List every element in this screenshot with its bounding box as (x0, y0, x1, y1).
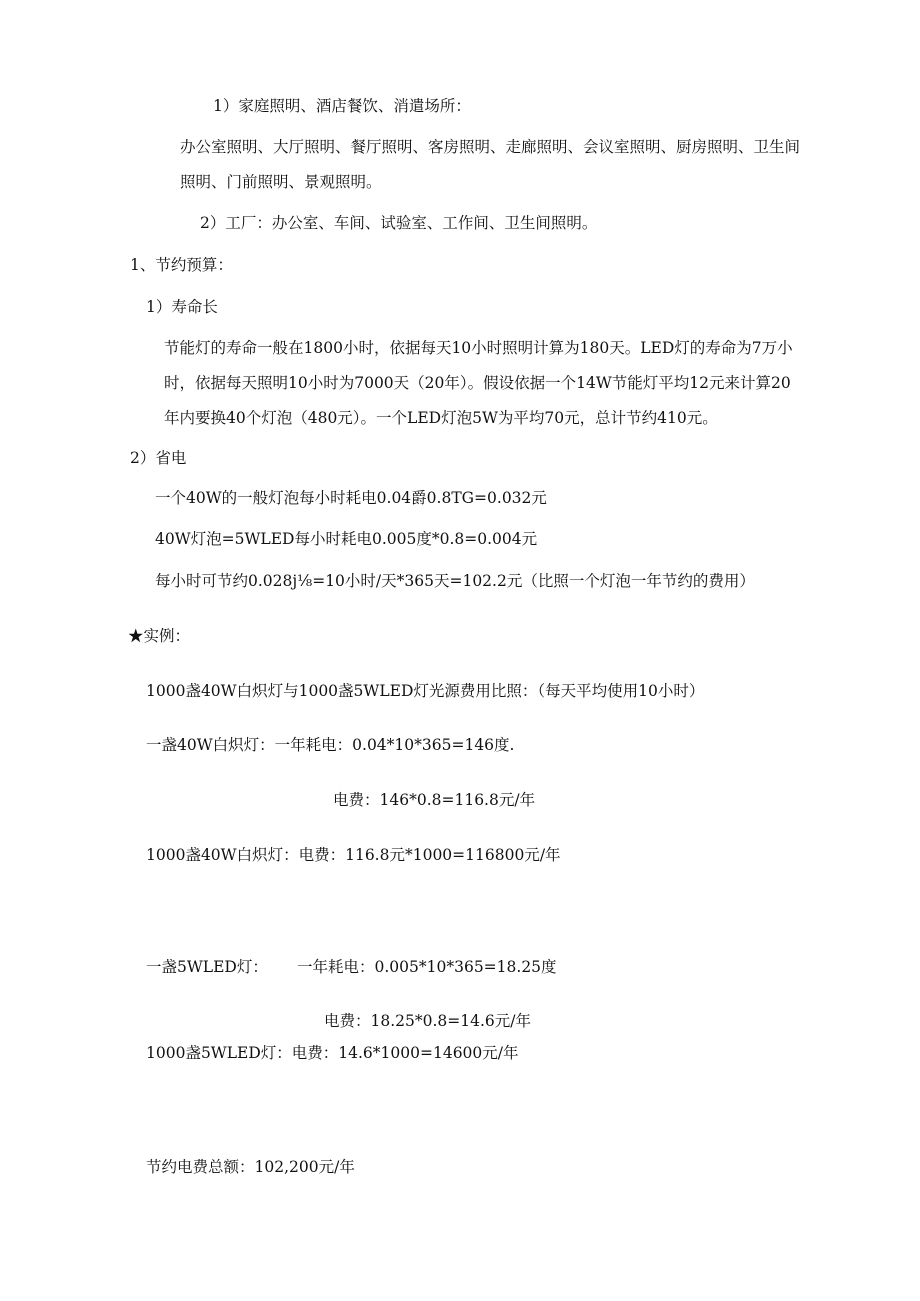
doc-line-17: 电费：146*0.8=116.8元/年 (333, 791, 536, 809)
doc-line-22: 节约电费总额：102,200元/年 (146, 1158, 355, 1176)
doc-line-10: 2）省电 (130, 449, 187, 467)
doc-line-8: 时，依据每天照明10小时为7000天（20年）。假设依据一个14W节能灯平均12元来计算20 (164, 374, 791, 392)
doc-line-16: 一盏40W白炽灯：一年耗电：0.04*10*365=146度. (146, 736, 515, 754)
doc-line-4: 2）工厂：办公室、车间、试验室、工作间、卫生间照明。 (200, 214, 598, 232)
doc-line-20: 电费：18.25*0.8=14.6元/年 (324, 1012, 531, 1030)
doc-line-2: 办公室照明、大厅照明、餐厅照明、客房照明、走廊照明、会议室照明、厨房照明、卫生间 (180, 138, 801, 156)
doc-line-15: 1000盏40W白炽灯与1000盏5WLED灯光源费用比照：（每天平均使用10小时） (146, 682, 705, 700)
doc-line-12: 40W灯泡=5WLED每小时耗电0.005度*0.8=0.004元 (155, 530, 538, 548)
doc-line-11: 一个40W的一般灯泡每小时耗电0.04爵0.8TG=0.032元 (155, 489, 547, 507)
doc-line-3: 照明、门前照明、景观照明。 (180, 173, 382, 191)
doc-line-5: 1、节约预算： (130, 256, 233, 274)
doc-line-6: 1）寿命长 (146, 298, 218, 316)
doc-line-13: 每小时可节约0.028j⅛=10小时/天*365天=102.2元（比照一个灯泡一年节约的费用） (155, 572, 755, 590)
doc-line-19a: 一盏5WLED灯： (146, 958, 268, 976)
doc-line-19b: 一年耗电：0.005*10*365=18.25度 (297, 958, 557, 976)
doc-line-7: 节能灯的寿命一般在1800小时，依据每天10小时照明计算为180天。LED灯的寿命为7万小 (164, 339, 793, 357)
doc-line-18: 1000盏40W白炽灯：电费：116.8元*1000=116800元/年 (146, 846, 561, 864)
doc-line-14: ★实例： (128, 627, 191, 645)
doc-line-9: 年内要换40个灯泡（480元）。一个LED灯泡5W为平均70元，总计节约410元。 (164, 409, 718, 427)
doc-line-21: 1000盏5WLED灯：电费：14.6*1000=14600元/年 (146, 1044, 519, 1062)
doc-line-1: 1）家庭照明、酒店餐饮、消遣场所： (213, 97, 471, 115)
